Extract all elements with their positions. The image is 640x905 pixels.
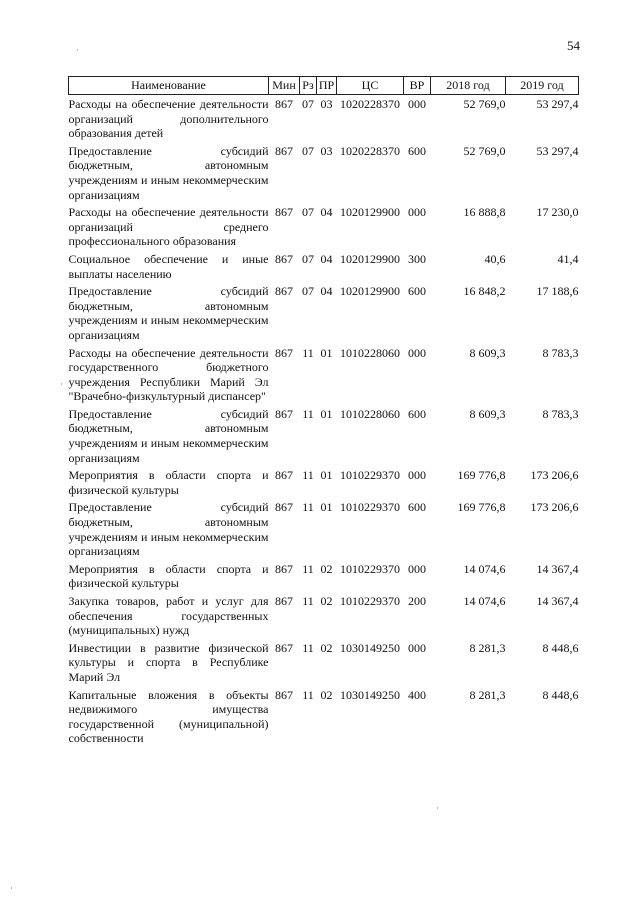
table-row — [69, 95, 579, 142]
table-row — [69, 250, 579, 282]
row-vr: 000 — [408, 468, 426, 483]
scan-speck: · — [436, 804, 439, 813]
row-rz: 07 — [302, 205, 314, 220]
row-vr: 000 — [408, 345, 426, 360]
header-2019: 2019 год — [506, 77, 579, 95]
row-rz: 11 — [302, 687, 314, 702]
row-2018: 40,6 — [484, 251, 506, 266]
row-vr: 300 — [408, 251, 426, 266]
row-vr: 200 — [408, 594, 426, 608]
row-min: 867 — [275, 640, 293, 655]
row-2019: 14 367,4 — [536, 561, 579, 576]
row-vr: 000 — [408, 205, 426, 220]
row-rz: 07 — [302, 143, 314, 158]
row-rz: 11 — [302, 468, 314, 483]
row-cs: 1010228060 — [340, 345, 400, 360]
table-header — [69, 77, 579, 95]
row-pr: 01 — [320, 468, 333, 483]
row-2019: 14 367,4 — [536, 594, 579, 608]
row-min: 867 — [275, 500, 293, 515]
row-2019: 8 783,3 — [542, 406, 579, 421]
row-min: 867 — [275, 205, 293, 220]
row-min: 867 — [275, 406, 293, 421]
row-name: Расходы на обеспечение деятельности организаций среднего профессионального образования — [68, 205, 269, 249]
row-pr: 04 — [320, 205, 333, 220]
row-cs: 1020228370 — [340, 143, 400, 158]
row-min: 867 — [275, 468, 293, 483]
row-min: 867 — [275, 284, 293, 299]
table-row — [69, 686, 579, 747]
scan-speck: · — [60, 380, 63, 389]
table-row — [69, 592, 579, 639]
row-pr: 03 — [320, 97, 333, 111]
row-2019: 8 448,6 — [542, 640, 579, 655]
row-pr: 04 — [320, 251, 333, 266]
header-name: Наименование — [69, 77, 269, 95]
row-cs: 1020228370 — [340, 97, 400, 111]
row-2018: 8 281,3 — [469, 640, 506, 655]
row-name: Расходы на обеспечение деятельности государственного бюджетного учреждения Республики Марий Эл "Врачебно-физкультурный диспансер" — [68, 345, 269, 404]
row-2018: 14 074,6 — [463, 561, 506, 576]
row-vr: 600 — [408, 500, 426, 515]
row-name: Закупка товаров, работ и услуг для обеспечения государственных (муниципальных) нужд — [68, 594, 269, 638]
header-2018: 2018 год — [431, 77, 506, 95]
row-name: Расходы на обеспечение деятельности организаций дополнительного образования детей — [68, 97, 269, 141]
header-vr: ВР — [404, 77, 431, 95]
row-pr: 02 — [320, 640, 333, 655]
row-name: Предоставление субсидий бюджетным, автономным учреждениям и иным некоммерческим организациям — [68, 406, 269, 465]
row-min: 867 — [275, 345, 293, 360]
row-rz: 11 — [302, 345, 314, 360]
row-2019: 53 297,4 — [536, 97, 579, 111]
row-2018: 52 769,0 — [463, 143, 506, 158]
row-min: 867 — [275, 251, 293, 266]
table-row — [69, 142, 579, 203]
row-pr: 01 — [320, 345, 333, 360]
row-cs: 1010229370 — [340, 561, 400, 576]
row-2018: 8 281,3 — [469, 687, 506, 702]
table-row — [69, 639, 579, 686]
row-name: Мероприятия в области спорта и физической культуры — [68, 561, 269, 591]
row-vr: 400 — [408, 687, 426, 702]
row-name: Предоставление субсидий бюджетным, автономным учреждениям и иным некоммерческим организациям — [68, 143, 269, 202]
table-row — [69, 344, 579, 405]
row-2018: 169 776,8 — [457, 500, 506, 515]
row-cs: 1020129900 — [340, 251, 400, 266]
row-min: 867 — [275, 561, 293, 576]
row-2019: 53 297,4 — [536, 143, 579, 158]
row-vr: 000 — [408, 640, 426, 655]
row-2018: 8 609,3 — [469, 345, 506, 360]
row-cs: 1030149250 — [340, 687, 400, 702]
row-pr: 02 — [320, 687, 333, 702]
row-name: Мероприятия в области спорта и физической культуры — [68, 468, 269, 497]
row-rz: 07 — [302, 251, 314, 266]
table-row — [69, 560, 579, 592]
row-rz: 11 — [302, 561, 314, 576]
table-row — [69, 498, 579, 559]
header-cs: ЦС — [337, 77, 404, 95]
row-min: 867 — [275, 594, 293, 608]
row-2018: 169 776,8 — [457, 468, 506, 483]
row-min: 867 — [275, 687, 293, 702]
row-vr: 600 — [408, 406, 426, 421]
table-row — [69, 282, 579, 343]
row-cs: 1020129900 — [340, 284, 400, 299]
row-pr: 02 — [320, 594, 333, 608]
table-row — [69, 203, 579, 250]
row-2018: 8 609,3 — [469, 406, 506, 421]
row-pr: 01 — [320, 500, 333, 515]
row-pr: 03 — [320, 143, 333, 158]
row-rz: 11 — [302, 594, 314, 608]
row-2019: 8 448,6 — [542, 687, 579, 702]
row-name: Капитальные вложения в объекты недвижимого имущества государственной (муниципальной) собственности — [68, 687, 269, 746]
budget-table — [68, 76, 579, 747]
row-cs: 1030149250 — [340, 640, 400, 655]
row-name: Инвестиции в развитие физической культуры и спорта в Республике Марий Эл — [68, 640, 269, 684]
row-2019: 41,4 — [557, 251, 579, 266]
row-rz: 11 — [302, 640, 314, 655]
row-vr: 000 — [408, 561, 426, 576]
row-name: Предоставление субсидий бюджетным, автономным учреждениям и иным некоммерческим организациям — [68, 500, 269, 559]
row-min: 867 — [275, 143, 293, 158]
row-name: Социальное обеспечение и иные выплаты населению — [68, 251, 269, 281]
row-cs: 1020129900 — [340, 205, 400, 220]
row-2019: 17 188,6 — [536, 284, 579, 299]
row-cs: 1010229370 — [340, 468, 400, 483]
row-2019: 173 206,6 — [530, 468, 579, 483]
scan-speck: · — [76, 46, 79, 55]
row-pr: 04 — [320, 284, 333, 299]
row-cs: 1010228060 — [340, 406, 400, 421]
table-row — [69, 405, 579, 466]
row-2018: 16 848,2 — [463, 284, 506, 299]
row-rz: 11 — [302, 500, 314, 515]
row-2018: 52 769,0 — [463, 97, 506, 111]
row-2019: 17 230,0 — [536, 205, 579, 220]
row-vr: 000 — [408, 97, 426, 111]
row-vr: 600 — [408, 284, 426, 299]
row-2018: 14 074,6 — [463, 594, 506, 608]
row-name: Предоставление субсидий бюджетным, автономным учреждениям и иным некоммерческим организациям — [68, 284, 269, 342]
header-pr: ПР — [317, 77, 337, 95]
table-row — [69, 466, 579, 498]
row-cs: 1010229370 — [340, 500, 400, 515]
row-min: 867 — [275, 97, 293, 111]
row-rz: 11 — [302, 406, 314, 421]
table-body — [69, 95, 579, 747]
row-rz: 07 — [302, 284, 314, 299]
row-2018: 16 888,8 — [463, 205, 506, 220]
row-pr: 01 — [320, 406, 333, 421]
row-2019: 173 206,6 — [530, 500, 579, 515]
row-rz: 07 — [302, 97, 314, 111]
header-min: Мин — [269, 77, 300, 95]
row-pr: 02 — [320, 561, 333, 576]
row-cs: 1010229370 — [340, 594, 400, 608]
header-rz: Рз — [300, 77, 317, 95]
scan-speck: · — [10, 884, 13, 893]
row-2019: 8 783,3 — [542, 345, 579, 360]
page-number: 54 — [567, 38, 580, 53]
row-vr: 600 — [408, 143, 426, 158]
